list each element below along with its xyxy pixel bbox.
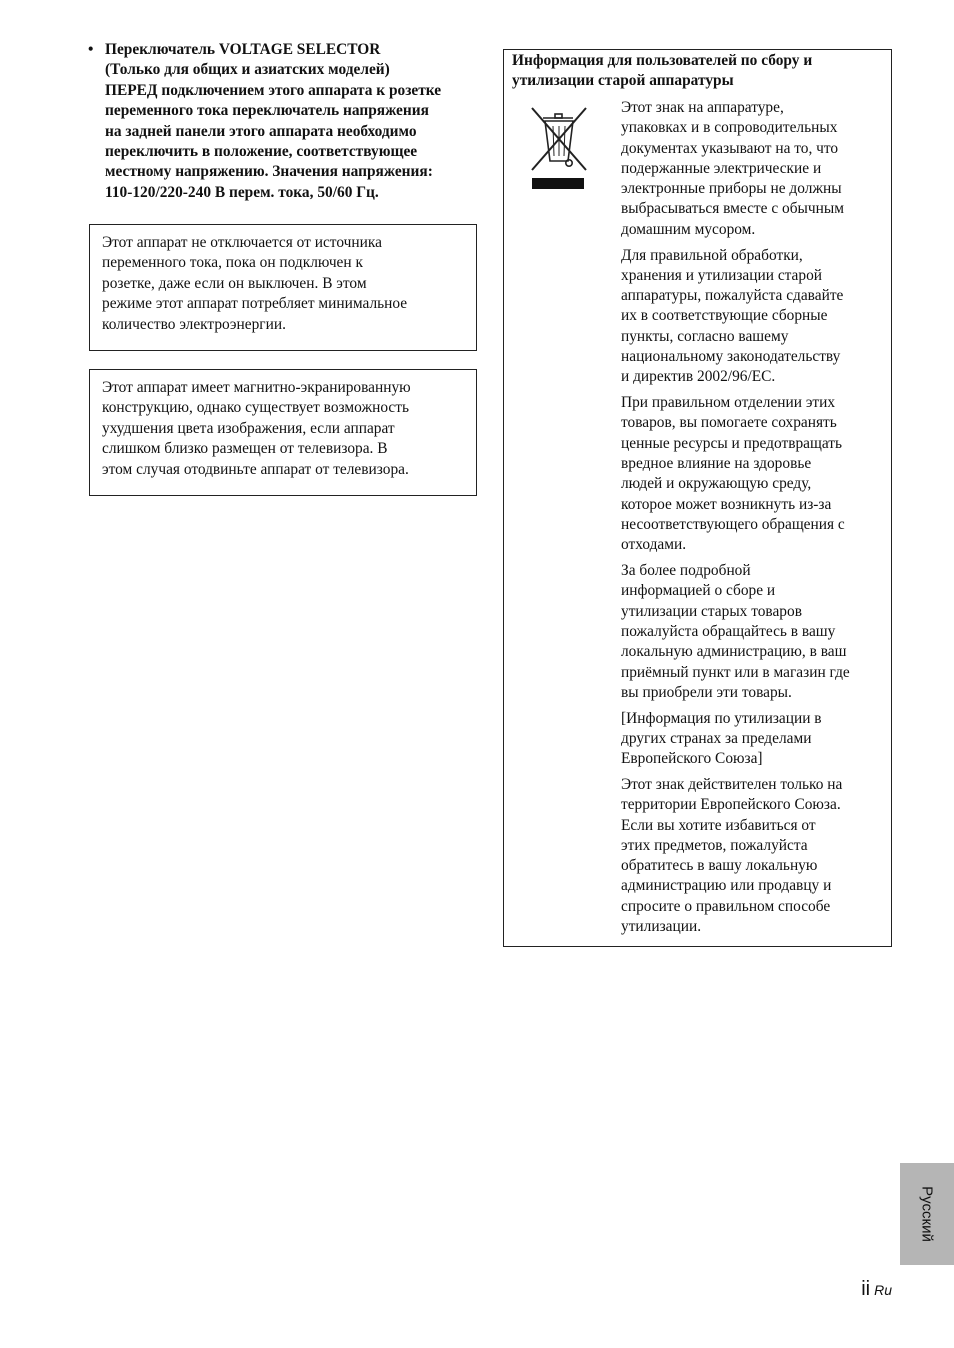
weee-line: аппаратуры, пожалуйста сдавайте (621, 287, 844, 305)
weee-line: других странах за пределами (621, 729, 812, 747)
bullet-text (105, 40, 480, 203)
weee-line: утилизации старых товаров (621, 602, 802, 620)
weee-line: вредное влияние на здоровье (621, 455, 812, 473)
note-line: ухудшения цвета изображения, если аппарат (102, 419, 395, 437)
weee-line: выбрасываться вместе с обычным (621, 200, 844, 218)
bullet-line: 110-120/220-240 В перем. тока, 50/60 Гц. (105, 183, 379, 201)
weee-paragraph (621, 98, 885, 240)
weee-paragraph (621, 561, 885, 703)
weee-line: пункты, согласно вашему (621, 327, 789, 345)
bullet-line: (Только для общих и азиатских моделей) (105, 61, 390, 79)
language-tab (900, 1163, 954, 1265)
magnetic-shield-note (89, 369, 477, 496)
weee-line: национальному законодательству (621, 348, 841, 366)
weee-line: территории Европейского Союза. (621, 796, 841, 814)
weee-line: подержанные электрические и (621, 159, 822, 177)
weee-line: вы приобрели эти товары. (621, 683, 792, 701)
weee-line: которое может возникнуть из-за (621, 495, 832, 513)
weee-line: упаковках и в сопроводительных (621, 119, 838, 137)
note-line: слишком близко размещен от телевизора. В (102, 440, 388, 458)
weee-line: и директив 2002/96/EC. (621, 368, 776, 386)
weee-line: При правильном отделении этих (621, 394, 836, 412)
standby-power-note (89, 224, 477, 351)
weee-line: За более подробной (621, 562, 751, 580)
weee-line: [Информация по утилизации в (621, 709, 822, 727)
bullet-line: Переключатель VOLTAGE SELECTOR (105, 41, 381, 58)
voltage-selector-bullet (88, 40, 480, 203)
weee-line: пожалуйста обращайтесь в вашу (621, 622, 836, 640)
weee-line: обратитесь в вашу локальную (621, 857, 818, 875)
note-line: Этот аппарат имеет магнитно-экранированную (102, 379, 411, 396)
weee-body (621, 98, 885, 943)
crossed-wheelie-bin-icon (529, 103, 589, 197)
weee-line: отходами. (621, 536, 687, 554)
weee-line: Этот знак на аппаратуре, (621, 99, 784, 116)
weee-line: этих предметов, пожалуйста (621, 836, 808, 854)
weee-line: Если вы хотите избавиться от (621, 816, 816, 834)
weee-title-line: Информация для пользователей по сбору и (512, 52, 813, 69)
weee-line: Этот знак действителен только на (621, 776, 843, 793)
weee-line: Для правильной обработки, (621, 246, 803, 264)
weee-line: их в соответствующие сборные (621, 307, 828, 325)
weee-line: информацией о сборе и (621, 582, 776, 600)
bullet-line: переменного тока переключатель напряжения (105, 102, 429, 120)
weee-line: товаров, вы помогаете сохранять (621, 414, 837, 432)
weee-paragraph (621, 775, 885, 937)
weee-line: электронные приборы не должны (621, 180, 842, 198)
page-number-suffix: Ru (874, 1282, 892, 1298)
weee-line: несоответствующего обращения с (621, 515, 845, 533)
weee-line: приёмный пункт или в магазин где (621, 663, 850, 681)
weee-line: документах указывают на то, что (621, 139, 839, 157)
note-line: Этот аппарат не отключается от источника (102, 234, 382, 251)
note-line: конструкцию, однако существует возможность (102, 399, 409, 417)
language-tab-label: Русский (918, 1186, 936, 1242)
weee-line: ценные ресурсы и предотвращать (621, 434, 843, 452)
weee-disposal-box (503, 49, 892, 947)
note-line: количество электроэнергии. (102, 315, 286, 333)
bullet-line: переключить в положение, соответствующее (105, 143, 418, 161)
bullet-line: местному напряжению. Значения напряжения: (105, 163, 433, 181)
weee-line: Европейского Союза] (621, 750, 763, 768)
weee-title (512, 51, 884, 91)
note-line: этом случая отодвиньте аппарат от телевизора. (102, 460, 409, 478)
page-number-value: ii (861, 1278, 871, 1300)
weee-line: спросите о правильном способе (621, 897, 831, 915)
bullet-dot: • (88, 41, 94, 58)
bullet-line: на задней панели этого аппарата необходимо (105, 122, 417, 140)
weee-line: администрацию или продавцу и (621, 877, 832, 895)
bullet-line: ПЕРЕД подключением этого аппарата к розетке (105, 81, 442, 99)
weee-paragraph (621, 709, 885, 770)
weee-paragraph (621, 393, 885, 555)
weee-line: хранения и утилизации старой (621, 266, 823, 284)
weee-line: домашним мусором. (621, 220, 756, 238)
weee-line: утилизации. (621, 918, 702, 936)
weee-paragraph (621, 246, 885, 388)
page-number (840, 1278, 892, 1301)
note-line: розетке, даже если он выключен. В этом (102, 274, 367, 292)
weee-line: людей и окружающую среду, (621, 475, 812, 493)
weee-title-line: утилизации старой аппаратуры (512, 72, 734, 90)
note-line: переменного тока, пока он подключен к (102, 254, 363, 272)
note-line: режиме этот аппарат потребляет минимальное (102, 295, 408, 313)
weee-line: локальную администрацию, в ваш (621, 643, 847, 661)
